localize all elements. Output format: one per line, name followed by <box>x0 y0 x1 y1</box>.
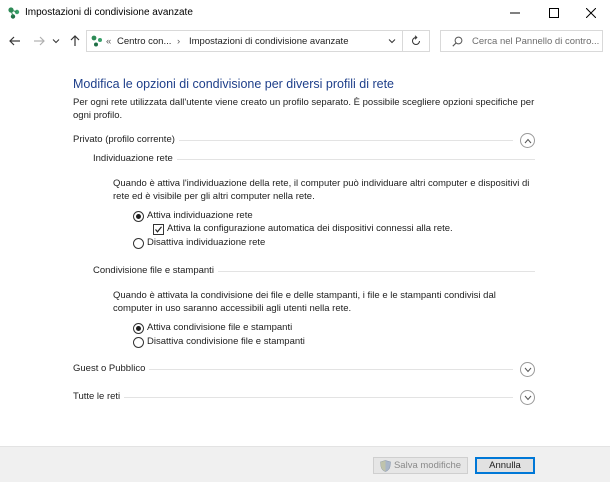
recent-locations-button[interactable] <box>50 32 62 50</box>
save-button-label: Salva modifiche <box>393 460 462 471</box>
profile-guest-label[interactable]: Guest o Pubblico <box>73 363 149 374</box>
title-bar <box>0 0 610 26</box>
maximize-icon <box>549 8 559 18</box>
refresh-icon <box>410 35 422 47</box>
close-button[interactable] <box>572 0 610 26</box>
address-dropdown-button[interactable] <box>387 36 397 46</box>
auto-setup-label[interactable]: Attiva la configurazione automatica dei dispositivi connessi alla rete. <box>167 223 453 234</box>
profile-private-label[interactable]: Privato (profilo corrente) <box>73 134 179 145</box>
expand-guest-button[interactable] <box>520 362 535 377</box>
network-icon <box>90 34 104 48</box>
chevron-up-icon <box>524 138 532 144</box>
chevron-down-icon <box>524 395 532 401</box>
network-discovery-on-label[interactable]: Attiva individuazione rete <box>147 210 253 221</box>
minimize-icon <box>510 8 520 18</box>
save-button[interactable] <box>373 457 468 474</box>
arrow-up-icon <box>69 35 81 47</box>
breadcrumb-overflow[interactable]: « <box>106 36 112 47</box>
checkmark-icon <box>154 225 163 234</box>
back-button[interactable] <box>6 32 24 50</box>
search-icon <box>452 36 463 47</box>
network-discovery-off-radio[interactable] <box>133 238 144 249</box>
minimize-button[interactable] <box>496 0 534 26</box>
file-sharing-off-label[interactable]: Disattiva condivisione file e stampanti <box>147 336 305 347</box>
expand-all-networks-button[interactable] <box>520 390 535 405</box>
chevron-down-icon <box>524 367 532 373</box>
chevron-down-icon <box>387 36 397 46</box>
profile-all-networks-label[interactable]: Tutte le reti <box>73 391 124 402</box>
file-sharing-heading: Condivisione file e stampanti <box>93 265 218 276</box>
search-box[interactable] <box>440 30 603 52</box>
shield-icon <box>380 460 391 472</box>
maximize-button[interactable] <box>535 0 573 26</box>
breadcrumb-item-centro[interactable]: Centro con... <box>117 36 172 47</box>
cancel-button[interactable]: Annulla <box>475 457 535 474</box>
chevron-down-icon <box>52 37 60 45</box>
file-sharing-off-radio[interactable] <box>133 337 144 348</box>
page-title: Modifica le opzioni di condivisione per diversi profili di rete <box>73 77 394 91</box>
section-divider <box>73 397 513 398</box>
arrow-right-icon <box>33 35 45 47</box>
network-discovery-on-radio[interactable] <box>133 211 144 222</box>
search-input[interactable]: Cerca nel Pannello di contro... <box>472 36 600 47</box>
file-sharing-on-label[interactable]: Attiva condivisione file e stampanti <box>147 322 293 333</box>
collapse-private-button[interactable] <box>520 133 535 148</box>
intro-text: Per ogni rete utilizzata dall'utente viene creato un profilo separato. È possibile scegliere opzioni specifiche per ogni profilo. <box>73 97 535 121</box>
address-divider <box>402 31 403 51</box>
auto-setup-checkbox[interactable] <box>153 224 164 235</box>
close-icon <box>586 8 596 18</box>
network-discovery-heading: Individuazione rete <box>93 153 177 164</box>
footer <box>0 446 610 482</box>
network-icon <box>7 6 21 20</box>
address-bar[interactable] <box>86 30 430 52</box>
breadcrumb-separator: › <box>177 36 181 47</box>
refresh-button[interactable] <box>410 35 422 47</box>
file-sharing-on-radio[interactable] <box>133 323 144 334</box>
forward-button[interactable] <box>30 32 48 50</box>
window-title: Impostazioni di condivisione avanzate <box>25 7 193 18</box>
up-button[interactable] <box>66 32 84 50</box>
network-discovery-description: Quando è attiva l'individuazione della rete, il computer può individuare altri computer e dispositivi di rete ed è visibile per gli altri computer nella rete. <box>113 178 530 202</box>
arrow-left-icon <box>9 35 21 47</box>
network-discovery-off-label[interactable]: Disattiva individuazione rete <box>147 237 266 248</box>
breadcrumb-item-current[interactable]: Impostazioni di condivisione avanzate <box>189 36 349 47</box>
file-sharing-description: Quando è attivata la condivisione dei file e delle stampanti, i file e le stampanti condivisi dal computer in uso saranno accessibili agli utenti nella rete. <box>113 290 496 314</box>
